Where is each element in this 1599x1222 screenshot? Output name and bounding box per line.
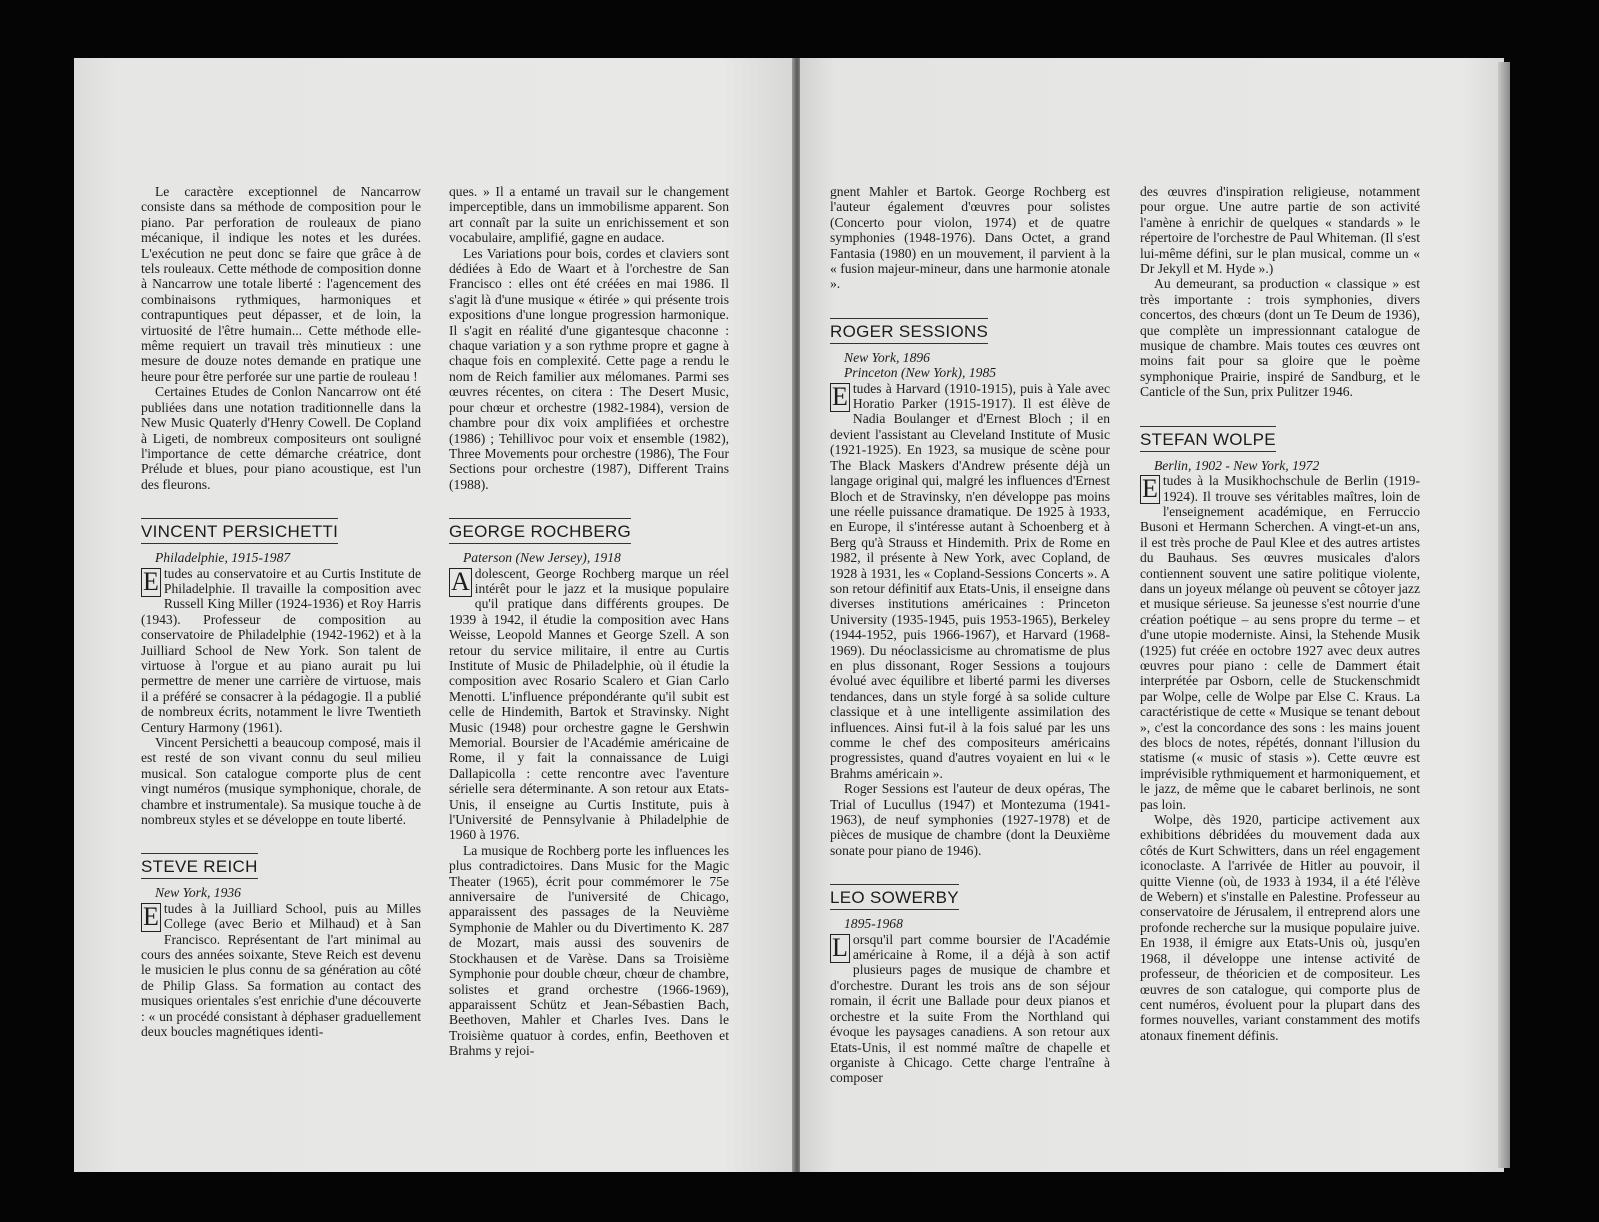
section-paragraph: Roger Sessions est l'auteur de deux opéras, The Trial of Lucullus (1947) et Montezuma (1941-1963), de neuf symphonies (1927-1978) et de pièces de musique de chambre (dont la Deuxième sonate pour piano de 1946). — [830, 781, 1110, 858]
drop-cap: E — [1142, 474, 1158, 504]
section-paragraph: Au demeurant, sa production « classique » est très importante : trois symphonies, divers concertos, des chœurs (dont un Te Deum de 1936), que complète un impressionnant catalogue de musique de chambre. Mais toutes ces œuvres ont moins fait pour sa gloire que le poème symphonique Prairie, inspiré de Sandburg, et le Canticle of the Sun, prix Pulitzer 1946. — [1140, 276, 1420, 400]
left-column-1 — [141, 184, 421, 1040]
section-persichetti — [141, 518, 421, 827]
intro-paragraph: Certaines Etudes de Conlon Nancarrow ont été publiées dans une notation traditionnelle dans la New Music Quaterly d'Henry Cowell. De Copland à Ligeti, de nombreux compositeurs ont souligné l'importance de cette démarche créatrice, dont Prélude et blues, pour piano acoustique, est l'un des fleurons. — [141, 384, 421, 492]
section-reich — [141, 853, 421, 1039]
section-paragraph: ques. » Il a entamé un travail sur le changement imperceptible, dans un immobilisme apparent. Son art connaît par la suite un enrichissement et son vocabulaire, amplifié, gagne en audace. — [449, 184, 729, 246]
drop-cap: A — [451, 566, 470, 596]
section-meta: New York, 1896 Princeton (New York), 1985 — [844, 349, 997, 381]
drop-cap: L — [832, 932, 848, 962]
section-paragraph: E tudes au conservatoire et au Curtis Institute de Philadelphie. Il travaille la composition avec Russell King Miller (1924-1936) et Roy Harris (1943). Professeur de composition au conservatoire de Philadelphie (1942-1962) et à la Juilliard School de New York. Son talent de virtuose à l'orgue et au piano aurait pu lui permettre de mener une carrière de virtuose, mais il a préféré se consacrer à la pédagogie. Il a publié de nombreux écrits, notamment le livre Twentieth Century Harmony (1961). — [141, 565, 421, 735]
right-column-1 — [830, 184, 1110, 1086]
section-rochberg — [449, 518, 729, 1058]
section-paragraph: A dolescent, George Rochberg marque un réel intérêt pour le jazz et la musique populaire qu'il pratique dans différents groupes. De 1939 à 1942, il étudie la composition avec Hans Weisse, Leopold Mannes et George Szell. A son retour du service militaire, il entre au Curtis Institute of Music de Philadelphie, où il étudie la composition avec Rosario Scalero et Gian Carlo Menotti. L'influence prépondérante qu'il subit est celle de Hindemith, Bartok et Stravinsky. Night Music (1948) pour orchestre gagne le Gershwin Memorial. Boursier de l'Académie américaine de Rome, il y fait la connaissance de Luigi Dallapicolla : cette rencontre avec l'aventure sérielle sera déterminante. A son retour aux Etats-Unis, il enseigne au Curtis Institute, puis à l'Université de Pennsylvanie à Philadelphie de 1960 à 1976. — [449, 565, 729, 843]
page-edge — [1498, 62, 1510, 1168]
section-paragraph: E tudes à la Musikhochschule de Berlin (1919-1924). Il trouve ses véritables maîtres, loin de l'enseignement académique, en Ferruccio Busoni et Hermann Scherchen. A vingt-et-un ans, il est très proche de Paul Klee et des autres artistes du Bauhaus. Ses œuvres musicales d'alors contiennent souvent une satire politique violente, dans un joyeux mélange où peuvent se côtoyer jazz et musique sérieuse. Sa jeunesse s'est nourrie d'une création poétique – au sens propre du terme – et d'une utopie moderniste. Ainsi, la Stehende Musik (1925) fut créée en octobre 1927 avec deux autres œuvres pour piano : celle de Dammert était interprétée par Osborn, celle de Stuckenschmidt par Wolpe, celle de Wolpe par Else C. Kraus. La caractéristique de cette « Musique se tenant debout », c'est la concordance des sons : les mains jouent des blocs de notes, répétés, donnant l'illusion du statisme (« music of stasis »). Cette œuvre est imprévisible rythmiquement et harmoniquement, et le jazz, de même que le cabaret berlinois, ne sont pas loin. — [1140, 473, 1420, 812]
left-page — [74, 58, 794, 1172]
section-paragraph: gnent Mahler et Bartok. George Rochberg est l'auteur également d'œuvres pour solistes (Concerto pour violon, 1974) et de quatre symphonies (1948-1976). Dans Octet, a grand Fantasia (1980) en un mouvement, il parvient à la « fusion majeur-mineur, dans une harmonie atonale ». — [830, 184, 1110, 292]
section-paragraph: E tudes à la Juilliard School, puis au Milles College (avec Berio et Milhaud) et à San Francisco. Représentant de l'art minimal au cours des années soixante, Steve Reich est devenu le musicien le plus connu de sa génération au côté de Philip Glass. Sa formation au contact des musiques orientales s'est enrichie d'une découverte : « un procédé consistant à déphaser graduellement deux boucles magnétiques identi- — [141, 900, 421, 1040]
section-meta: New York, 1936 — [155, 885, 241, 901]
section-meta: Philadelphie, 1915-1987 — [155, 550, 291, 566]
right-column-2 — [1140, 184, 1420, 1043]
section-paragraph: La musique de Rochberg porte les influences les plus contradictoires. Dans Music for the Magic Theater (1965), écrit pour commémorer le 75e anniversaire de l'université de Chicago, apparaissent des passages de la Neuvième Symphonie de Mahler ou du Divertimento K. 287 de Mozart, mais aussi des souvenirs de Stockhausen et de Varèse. Dans sa Troisième Symphonie pour double chœur, chœur de chambre, solistes et grand orchestre (1966-1969), apparaissent Schütz et Jean-Sébastien Bach, Beethoven, Mahler et Charles Ives. Dans le Troisième quatuor à cordes, enfin, Beethoven et Brahms y rejoi- — [449, 842, 729, 1059]
section-paragraph: L orsqu'il part comme boursier de l'Académie américaine à Rome, il a déjà à son actif plusieurs pages de musique de chambre et d'orchestre. Durant les trois ans de son séjour romain, il écrit une Ballade pour deux pianos et orchestre et la suite From the Northland qui évoque les paysages canadiens. A son retour aux Etats-Unis, il est nommé maître de chapelle et organiste à Chicago. Cette charge l'entraîne à composer — [830, 931, 1110, 1086]
section-sowerby — [830, 884, 1110, 1085]
section-heading: STEVE REICH — [141, 853, 258, 879]
section-heading: GEORGE ROCHBERG — [449, 518, 631, 544]
section-heading: STEFAN WOLPE — [1140, 426, 1276, 452]
drop-cap: E — [143, 901, 159, 931]
section-heading: VINCENT PERSICHETTI — [141, 518, 338, 544]
drop-cap: E — [832, 381, 848, 411]
section-paragraph: Vincent Persichetti a beaucoup composé, mais il est resté de son vivant connu du seul milieu musical. Son catalogue comporte plus de cent vingt numéros (musique symphonique, chorale, de chambre et instrumentale). Sa musique touche à de nombreux styles et se développe en toute liberté. — [141, 735, 421, 828]
section-paragraph: Les Variations pour bois, cordes et claviers sont dédiées à Edo de Waart et à l'orchestre de San Francisco : elles ont été créées en mai 1986. Il s'agit là d'une musique « étirée » qui présente trois expositions d'une longue progression harmonique. Il s'agit en réalité d'une gigantesque chaconne : chaque variation y a son rythme propre et gagne à chaque fois en complexité. Cette page a rendu le nom de Reich familier aux mélomanes. Parmi ses œuvres récentes, on citera : The Desert Music, pour chœur et orchestre (1982-1984), version de chambre pour dix voix amplifiées et orchestre (1986) ; Tehillivoc pour voix et ensemble (1982), Three Movements pour orchestre (1986), The Four Sections pour orchestre (1987), Different Trains (1988). — [449, 245, 729, 492]
section-wolpe — [1140, 426, 1420, 1043]
section-meta: Paterson (New Jersey), 1918 — [463, 550, 621, 566]
section-sessions — [830, 318, 1110, 858]
section-paragraph: Wolpe, dès 1920, participe activement aux exhibitions débridées du mouvement dada aux côtés de Kurt Schwitters, dans un réel engagement iconoclaste. A l'arrivée de Hitler au pouvoir, il quitte Vienne (où, de 1933 à 1934, il a été l'élève de Webern) et s'installe en Palestine. Professeur au conservatoire de Jérusalem, il entreprend alors une profonde recherche sur la musique populaire juive. En 1938, il émigre aux Etats-Unis où, jusqu'en 1968, il développe une intense activité de professeur, de théoricien et de compositeur. Les œuvres de son catalogue, qui comporte plus de cent numéros, évoluent pour la plupart dans des formes nouvelles, variant constamment des motifs atonaux finement définis. — [1140, 812, 1420, 1043]
section-paragraph: E tudes à Harvard (1910-1915), puis à Yale avec Horatio Parker (1915-1917). Il est élève de Nadia Boulanger et d'Ernest Bloch ; il en devient l'assistant au Cleveland Institute of Music (1921-1925). En 1923, sa musique de scène pour The Black Maskers d'Andrew présente déjà un langage original qui, malgré les influences d'Ernest Bloch et de Stravinsky, n'en développe pas moins une réelle puissance dramatique. De 1925 à 1933, en Europe, il s'intéresse autant à Schoenberg et à Berg qu'à Strauss et Hindemith. Prix de Rome en 1982, il présente à New York, avec Copland, de 1928 à 1931, les « Copland-Sessions Concerts ». A son retour définitif aux Etats-Unis, il enseigne dans diverses institutions américaines : Princeton University (1935-1945, puis 1953-1965), Berkeley (1944-1952, puis 1966-1967), et Harvard (1968-1969). Du néoclassicisme au chromatisme de plus en plus dissonant, Roger Sessions a toujours évolué avec équilibre et liberté parmi les diverses tendances, dans un style forgé à sa solide culture classique et à une intelligente assimilation des influences. Ainsi fut-il à la fois salué par les uns comme le chef des compositeurs américains progressistes, quand d'autres voyaient en lui « le Brahms américain ». — [830, 380, 1110, 781]
section-meta: 1895-1968 — [844, 916, 903, 932]
left-column-2 — [449, 184, 729, 1059]
section-heading: LEO SOWERBY — [830, 884, 959, 910]
section-heading: ROGER SESSIONS — [830, 318, 988, 344]
intro-paragraph: Le caractère exceptionnel de Nancarrow consiste dans sa méthode de composition pour le piano. Par perforation de rouleaux de piano mécanique, il indique les notes et les durées. L'exécution ne peut donc se faire que grâce à de tels rouleaux. Cette méthode de composition donne à Nancarrow une totale liberté : l'agencement des combinaisons rythmiques, harmoniques et contrapuntiques peut dépasser, et de loin, la virtuosité de l'être humain... Cette méthode elle-même requiert un travail très minutieux : une mesure de douze notes demande en pratique une heure pour être perforée sur une partie de rouleau ! — [141, 184, 421, 384]
section-meta: Berlin, 1902 - New York, 1972 — [1154, 457, 1320, 473]
right-page — [800, 58, 1504, 1172]
section-paragraph: des œuvres d'inspiration religieuse, notamment pour orgue. Une autre partie de son activité l'amène à enrichir de quelques « standards » le répertoire de l'orchestre de Paul Whiteman. (Il s'est lui-même défini, sur le plan musical, comme un « Dr Jekyll et M. Hyde ».) — [1140, 184, 1420, 277]
drop-cap: E — [143, 566, 159, 596]
